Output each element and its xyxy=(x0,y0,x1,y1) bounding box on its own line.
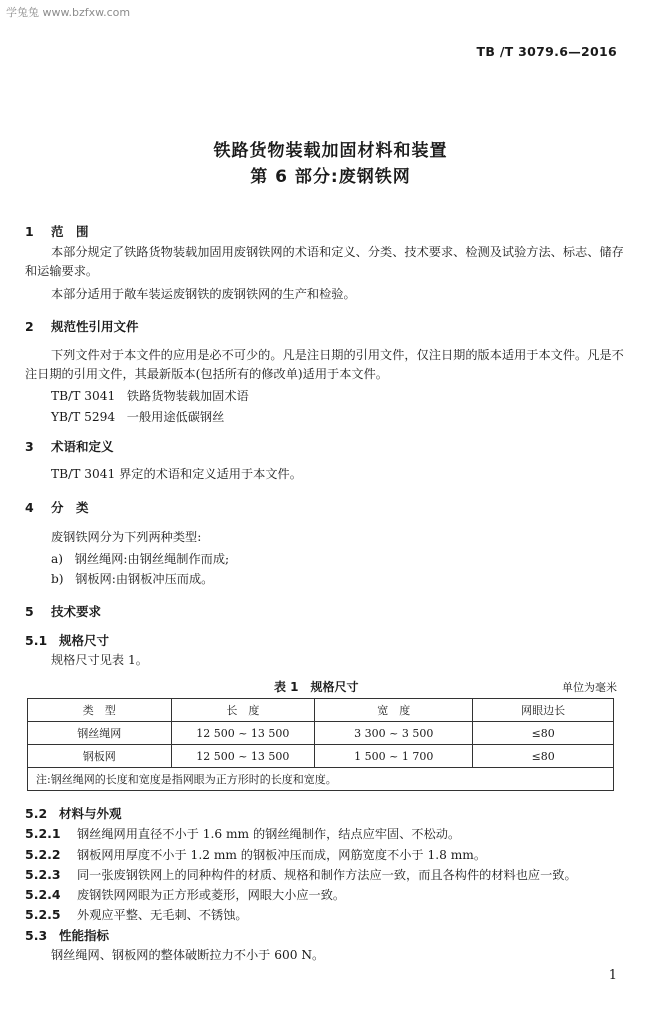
table-row xyxy=(28,722,614,745)
clause-text: 钢丝绳网用直径不小于 1.6 mm 的钢丝绳制作，结点应牢固、不松动。 xyxy=(77,827,461,841)
section-5-3-paragraph: 钢丝绳网、钢板网的整体破断拉力不小于 600 N。 xyxy=(51,948,325,962)
section-title: 规格尺寸 xyxy=(59,633,110,648)
section-number: 4 xyxy=(25,500,34,515)
section-1-paragraph-1: 本部分规定了铁路货物装载加固用废钢铁网的术语和定义、分类、技术要求、检测及试验方法、标志、储存和运输要求。 xyxy=(25,245,624,278)
clause-text: 外观应平整、无毛刺、不锈蚀。 xyxy=(77,908,248,922)
section-2-paragraph-1: 下列文件对于本文件的应用是必不可少的。凡是注日期的引用文件，仅注日期的版本适用于本文件。凡是不注日期的引用文件，其最新版本(包括所有的修改单)适用于本文件。 xyxy=(25,348,624,381)
section-4-paragraph-1: 废钢铁网分为下列两种类型: xyxy=(51,530,202,544)
section-3-heading xyxy=(25,437,114,455)
reference-code: TB/T 3041 xyxy=(51,389,116,403)
section-1-heading xyxy=(25,222,89,240)
section-number: 5.3 xyxy=(25,928,48,943)
watermark: 学兔兔 www.bzfxw.com xyxy=(6,6,131,19)
table-cell: 3 300 ~ 3 500 xyxy=(315,722,473,745)
section-5-2-heading xyxy=(25,804,122,822)
table-cell: ≤80 xyxy=(473,722,614,745)
table-header-cell: 长 度 xyxy=(171,699,315,722)
clause-number: 5.2.5 xyxy=(25,907,61,922)
table-header-cell: 网眼边长 xyxy=(473,699,614,722)
section-1-paragraph-2: 本部分适用于敞车装运废钢铁的废钢铁网的生产和检验。 xyxy=(51,287,356,301)
clause-5-2-5 xyxy=(25,906,248,923)
spec-table xyxy=(27,698,614,791)
clause-5-2-1 xyxy=(25,825,460,842)
reference-title: 铁路货物装载加固术语 xyxy=(126,389,249,403)
section-title: 材料与外观 xyxy=(59,806,122,821)
page-subtitle: 第 6 部分:废钢铁网 xyxy=(250,167,411,187)
clause-text: 钢板网用厚度不小于 1.2 mm 的钢板冲压而成，网筋宽度不小于 1.8 mm。 xyxy=(77,848,487,862)
section-2-heading xyxy=(25,317,139,335)
section-4-heading xyxy=(25,498,89,516)
table-cell: ≤80 xyxy=(473,745,614,768)
document-number: TB /T 3079.6—2016 xyxy=(476,44,617,59)
list-label: a) xyxy=(51,552,64,566)
reference-title: 一般用途低碳钢丝 xyxy=(126,410,225,424)
page-number: 1 xyxy=(608,968,617,983)
table-unit: 单位为毫米 xyxy=(562,681,617,694)
reference-1 xyxy=(51,387,249,404)
clause-5-2-2 xyxy=(25,846,486,863)
section-title: 规范性引用文件 xyxy=(51,319,139,334)
section-number: 5 xyxy=(25,604,34,619)
section-title: 技术要求 xyxy=(51,604,102,619)
list-item-a xyxy=(51,550,229,567)
reference-code: YB/T 5294 xyxy=(51,410,116,424)
section-5-3-heading xyxy=(25,926,109,944)
section-3-paragraph-1: TB/T 3041 界定的术语和定义适用于本文件。 xyxy=(51,467,302,481)
section-5-1-paragraph: 规格尺寸见表 1。 xyxy=(51,653,148,667)
section-number: 5.2 xyxy=(25,806,48,821)
clause-5-2-3 xyxy=(25,866,577,883)
table-cell: 1 500 ~ 1 700 xyxy=(315,745,473,768)
clause-number: 5.2.4 xyxy=(25,887,61,902)
section-title: 范 围 xyxy=(51,224,89,239)
section-title: 分 类 xyxy=(51,500,89,515)
clause-number: 5.2.2 xyxy=(25,847,61,862)
table-cell: 钢丝绳网 xyxy=(28,722,172,745)
clause-text: 废钢铁网网眼为正方形或菱形，网眼大小应一致。 xyxy=(77,888,346,902)
table-row xyxy=(28,745,614,768)
section-number: 5.1 xyxy=(25,633,48,648)
clause-5-2-4 xyxy=(25,886,345,903)
section-5-1-heading xyxy=(25,631,109,649)
clause-number: 5.2.3 xyxy=(25,867,61,882)
table-cell: 12 500 ~ 13 500 xyxy=(171,722,315,745)
reference-2 xyxy=(51,408,224,425)
table-note: 注:钢丝绳网的长度和宽度是指网眼为正方形时的长度和宽度。 xyxy=(28,768,614,791)
page-title: 铁路货物装载加固材料和装置 xyxy=(213,141,448,161)
clause-text: 同一张废钢铁网上的同种构件的材质、规格和制作方法应一致，而且各构件的材料也应一致。 xyxy=(77,868,577,882)
list-text: 钢丝绳网:由钢丝绳制作而成; xyxy=(74,552,230,566)
table-caption: 表 1 规格尺寸 xyxy=(274,680,359,694)
table-cell: 12 500 ~ 13 500 xyxy=(171,745,315,768)
table-cell: 钢板网 xyxy=(28,745,172,768)
clause-number: 5.2.1 xyxy=(25,826,61,841)
section-number: 3 xyxy=(25,439,34,454)
list-text: 钢板网:由钢板冲压而成。 xyxy=(75,572,214,586)
table-header-cell: 宽 度 xyxy=(315,699,473,722)
section-title: 性能指标 xyxy=(59,928,110,943)
table-header-row xyxy=(28,699,614,722)
section-title: 术语和定义 xyxy=(51,439,114,454)
table-note-row xyxy=(28,768,614,791)
section-number: 1 xyxy=(25,224,34,239)
list-item-b xyxy=(51,570,213,587)
table-header-cell: 类 型 xyxy=(28,699,172,722)
section-number: 2 xyxy=(25,319,34,334)
list-label: b) xyxy=(51,572,64,586)
section-5-heading xyxy=(25,602,101,620)
